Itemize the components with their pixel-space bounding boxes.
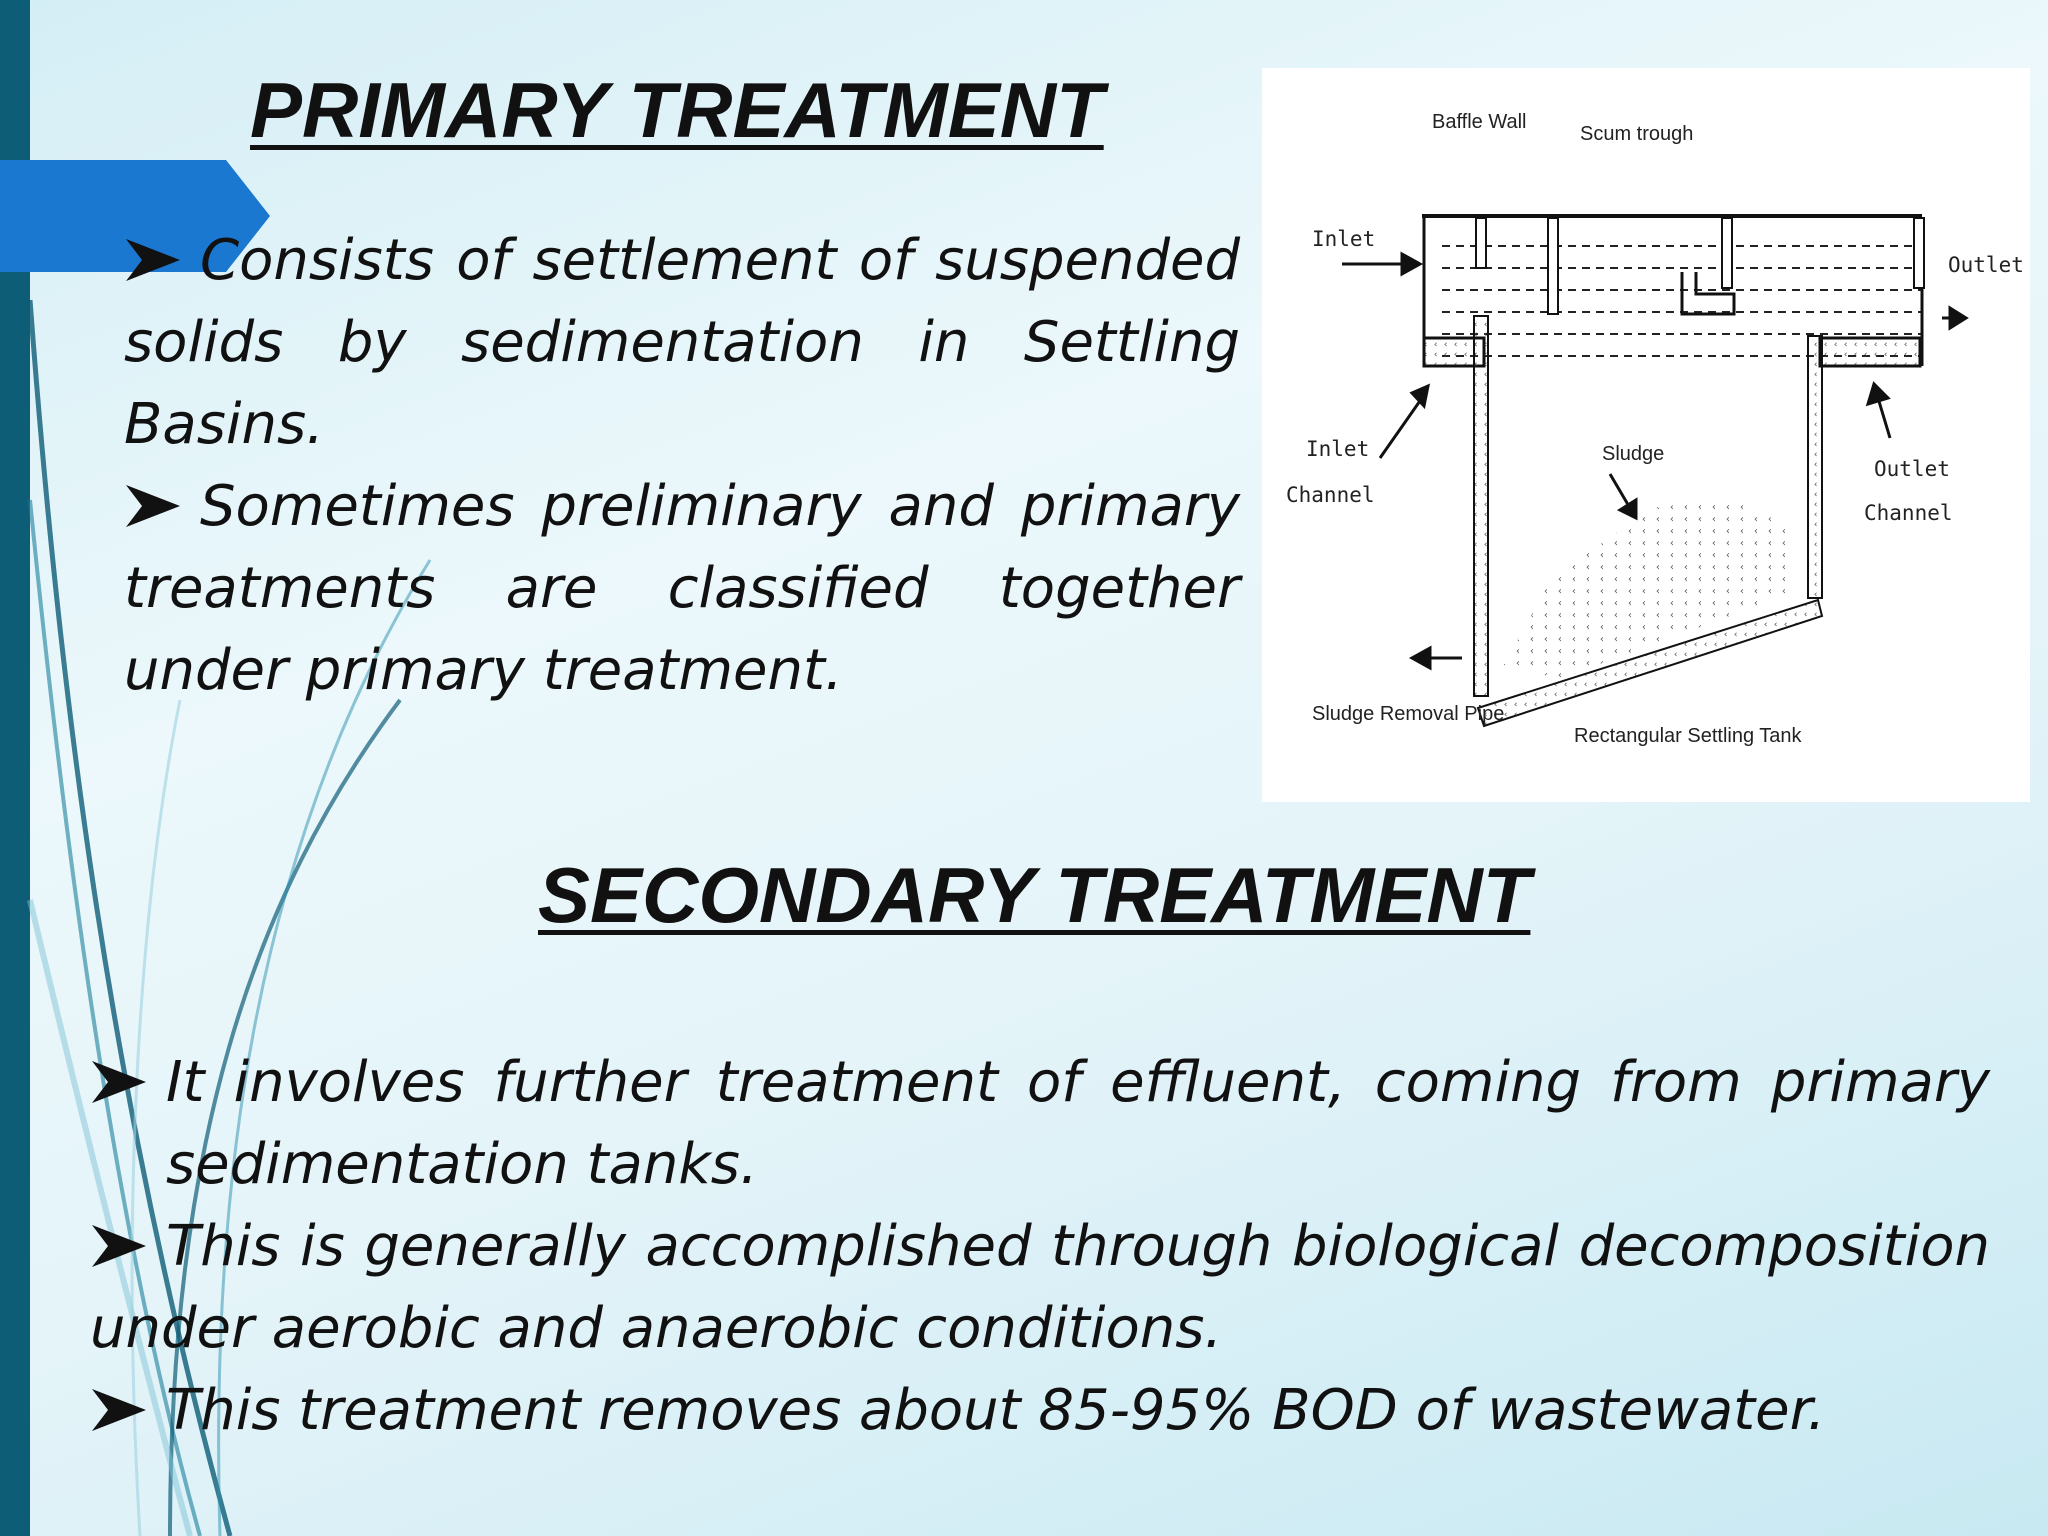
label-inlet: Inlet	[1312, 227, 1376, 251]
label-baffle-wall: Baffle Wall	[1432, 111, 1527, 133]
primary-bullet-2: Sometimes preliminary and primary treatments are classified together under primary treatment.	[124, 474, 1240, 703]
primary-treatment-body	[124, 220, 1240, 712]
settling-tank-drawing	[1262, 68, 2030, 802]
arrow-bullet-icon	[124, 237, 182, 283]
label-outlet-channel-1: Outlet	[1874, 457, 1950, 481]
label-outlet: Outlet	[1948, 253, 2024, 277]
secondary-bullet-1: It involves further treatment of effluent, coming from primary sedimentation tanks.	[90, 1042, 1990, 1206]
label-sludge-removal-pipe: Sludge Removal Pipe	[1312, 703, 1505, 725]
secondary-treatment-title: SECONDARY TREATMENT	[538, 851, 1531, 939]
arrow-bullet-icon	[90, 1223, 148, 1269]
label-rectangular-settling-tank: Rectangular Settling Tank	[1574, 725, 1802, 747]
primary-bullet-1: Consists of settlement of suspended solids by sedimentation in Settling Basins.	[124, 228, 1240, 457]
label-inlet-channel-1: Inlet	[1306, 437, 1370, 461]
label-inlet-channel-2: Channel	[1286, 483, 1375, 507]
arrow-bullet-icon	[124, 483, 182, 529]
secondary-bullet-2: This is generally accomplished through biological decomposition under aerobic and anaerobic conditions.	[90, 1214, 1990, 1361]
arrow-bullet-icon	[90, 1059, 148, 1105]
label-outlet-channel-2: Channel	[1864, 501, 1953, 525]
label-sludge: Sludge	[1602, 443, 1665, 465]
primary-treatment-title: PRIMARY TREATMENT	[250, 66, 1104, 154]
secondary-bullet-3: This treatment removes about 85-95% BOD of wastewater.	[90, 1370, 1990, 1452]
label-scum-trough: Scum trough	[1580, 123, 1694, 145]
arrow-bullet-icon	[90, 1387, 148, 1433]
settling-tank-diagram	[1262, 68, 2030, 802]
secondary-treatment-body	[90, 1042, 1990, 1452]
